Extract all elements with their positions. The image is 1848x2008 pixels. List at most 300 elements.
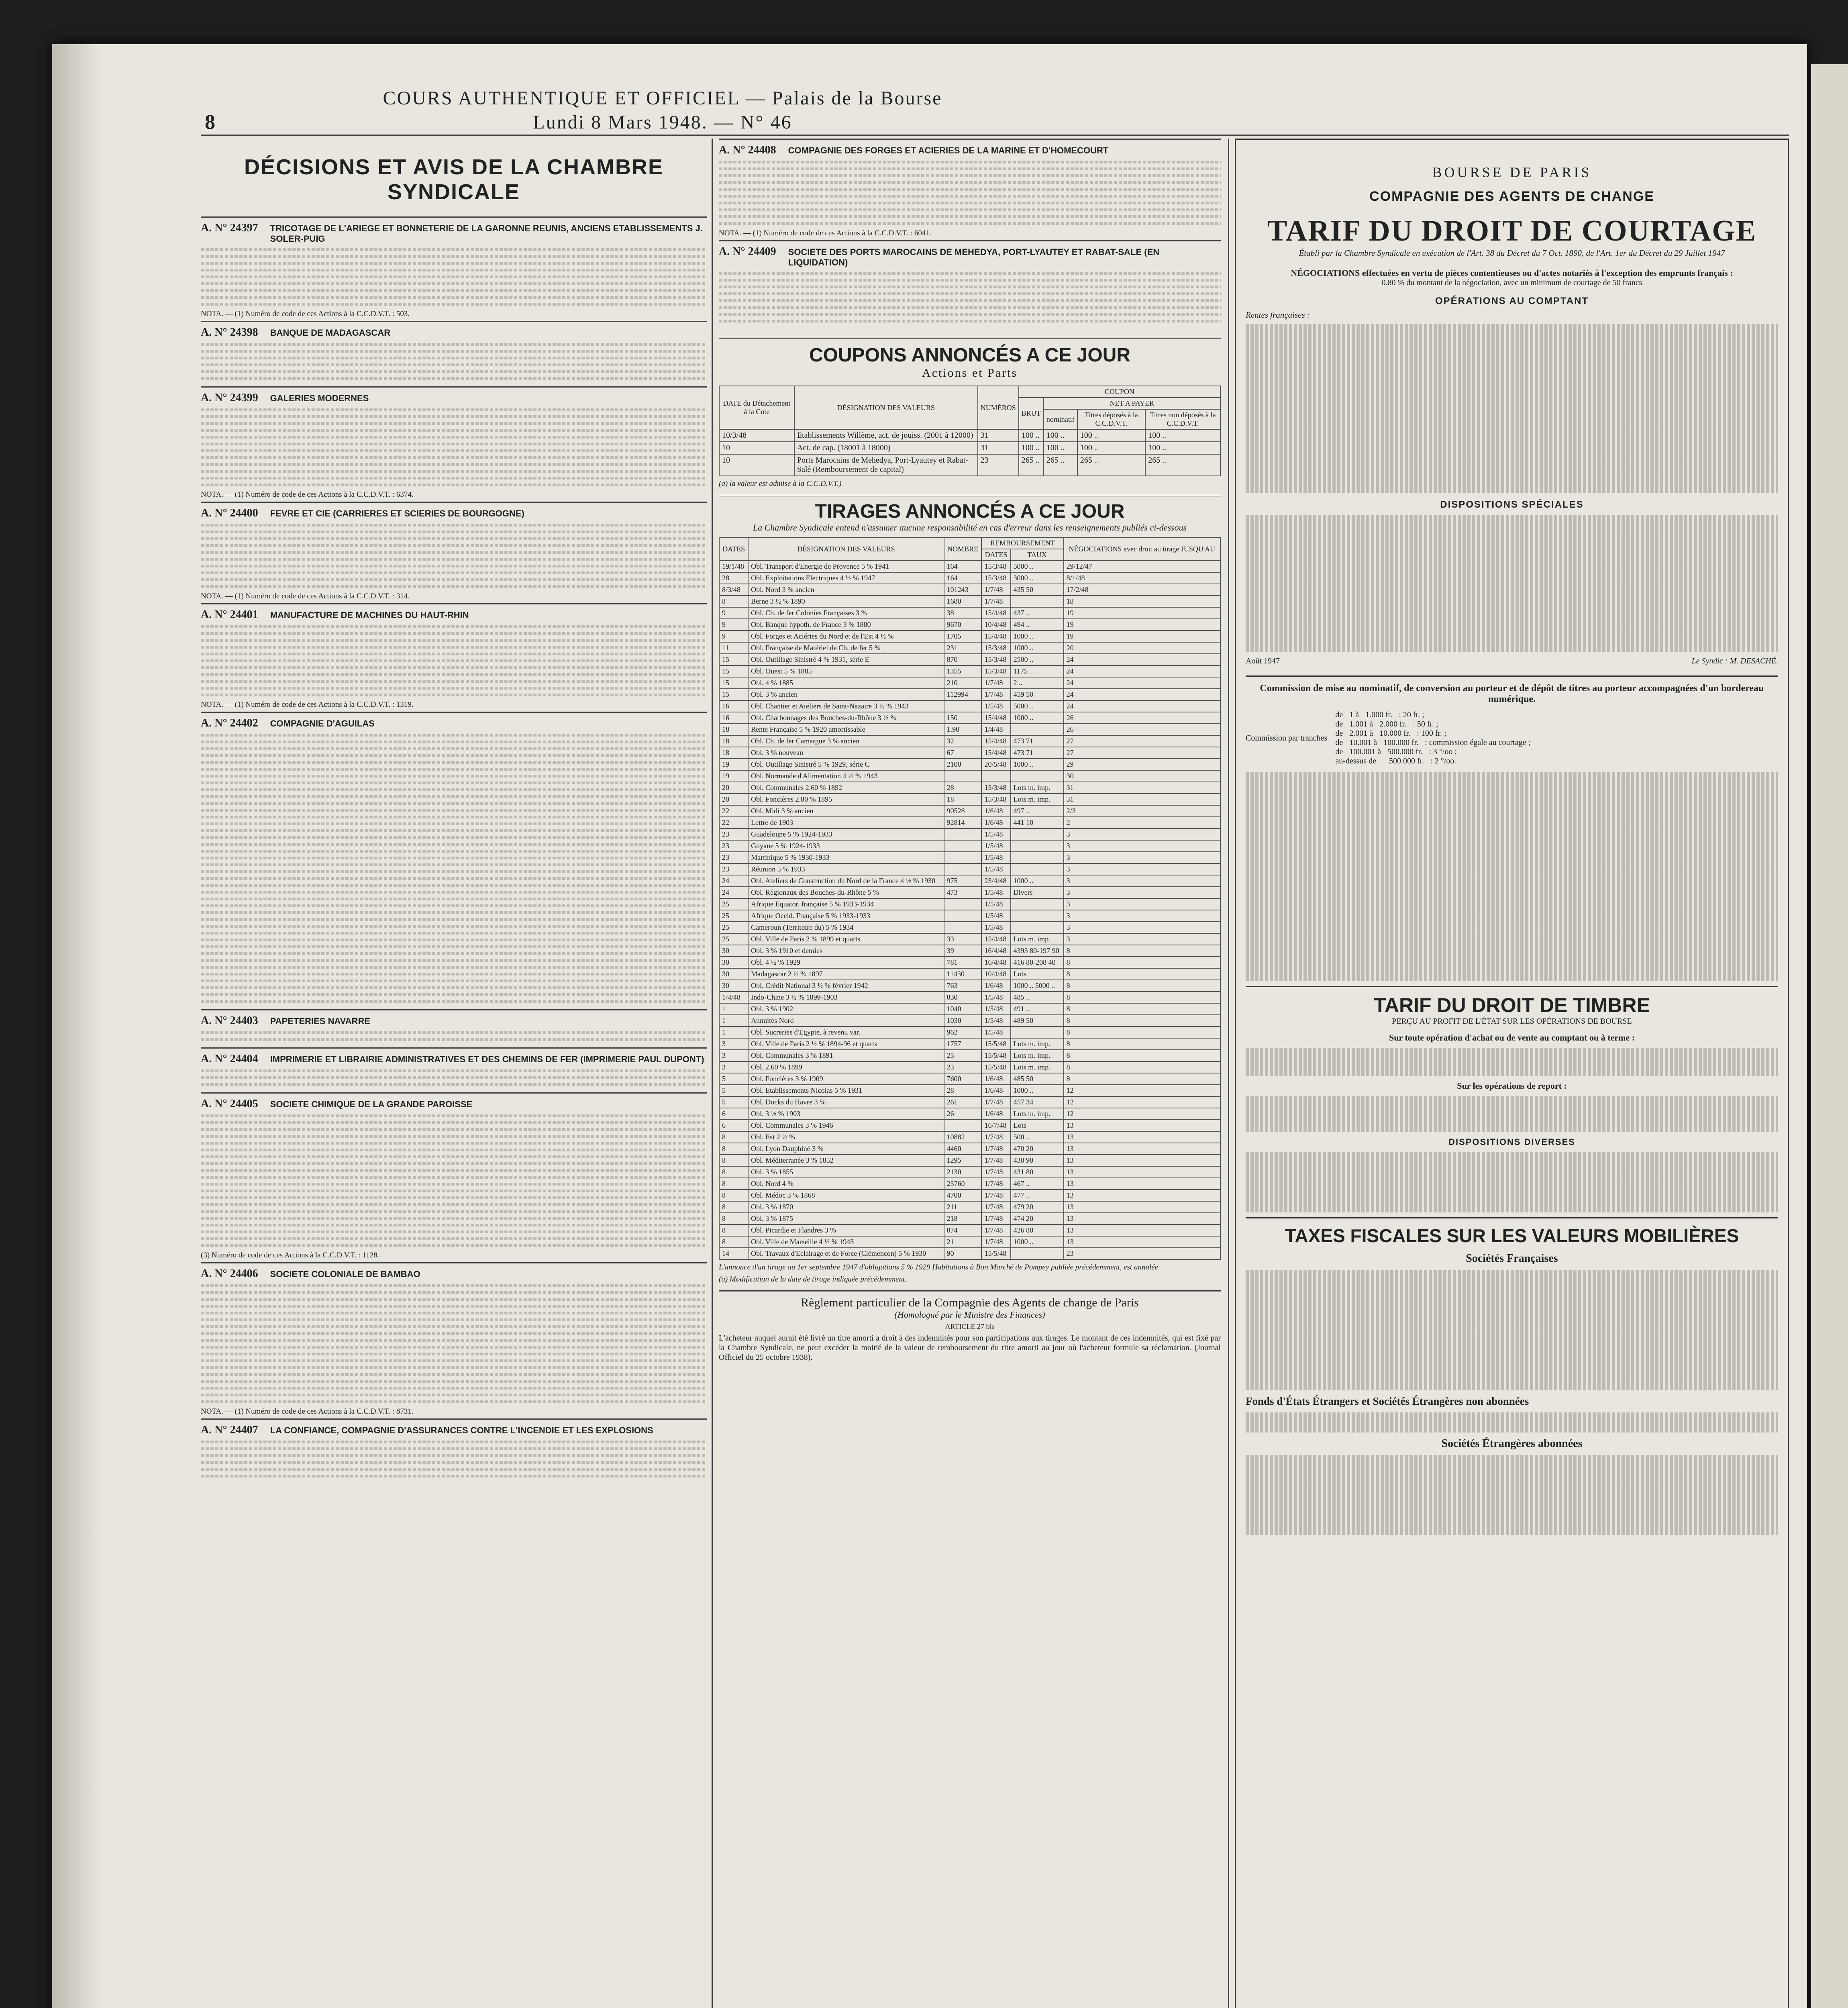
text-line (201, 1149, 707, 1151)
bourse-title: BOURSE DE PARIS (1432, 164, 1592, 180)
table-cell: 31 (1064, 794, 1220, 805)
table-cell: 13 (1064, 1120, 1220, 1131)
text-line (201, 262, 707, 265)
notice-note: NOTA. — (1) Numéro de code de ces Actions à la C.C.D.V.T. : 8731. (201, 1407, 414, 1416)
table-cell: 430 90 (1011, 1155, 1064, 1166)
table-row (719, 829, 1220, 840)
table-row (719, 933, 1220, 945)
text-line (201, 1135, 707, 1138)
table-cell: 1/7/48 (981, 584, 1010, 596)
table-cell: Obl. 4 ½ % 1929 (748, 957, 944, 968)
notice-number: A. N° 24402 (201, 717, 258, 729)
table-cell (944, 700, 982, 712)
notice (201, 386, 707, 502)
table-cell: 13 (1064, 1166, 1220, 1178)
table-cell: 25 (719, 910, 748, 922)
courtage-text-block (1246, 324, 1778, 493)
table-cell: 1/7/48 (981, 1166, 1010, 1178)
notice-header (201, 1098, 707, 1110)
table-cell: 30 (719, 968, 748, 980)
table-cell: 1295 (944, 1155, 982, 1166)
table-cell: 4393 80-197 90 (1011, 945, 1064, 957)
col-header: NET A PAYER (1044, 398, 1220, 409)
table-cell: 1/5/48 (981, 898, 1010, 910)
table-cell: 11 (719, 642, 748, 654)
table-cell: 416 80-208 40 (1011, 957, 1064, 968)
text-line (201, 898, 707, 900)
text-line (201, 1346, 707, 1349)
table-cell (1011, 596, 1064, 607)
commission-row (1335, 729, 1530, 738)
text-line (201, 1083, 707, 1086)
table-cell: 1030 (944, 1015, 982, 1026)
table-cell: Obl. 3 % 1855 (748, 1166, 944, 1178)
fonds-etat-text (1246, 1412, 1778, 1433)
table-cell: 1/5/48 (981, 840, 1010, 852)
notice-title: FEVRE ET CIE (CARRIERES ET SCIERIES DE BOURGOGNE) (270, 508, 524, 518)
table-cell: 38 (944, 607, 982, 619)
col-header: TAUX (1011, 549, 1064, 561)
table-cell: 100 .. (1145, 429, 1220, 442)
table-cell: 28 (719, 572, 748, 584)
table-cell (1011, 1026, 1064, 1038)
table-cell: 210 (944, 677, 982, 689)
text-line (201, 809, 707, 812)
notice-number: A. N° 24406 (201, 1267, 258, 1280)
table-cell: 459 50 (1011, 689, 1064, 700)
table-cell: 15/5/48 (981, 1050, 1010, 1061)
text-line (201, 370, 707, 373)
text-line (201, 296, 707, 299)
table-cell: 12 (1064, 1108, 1220, 1120)
text-line (201, 255, 707, 258)
text-line (201, 659, 707, 662)
table-cell: Obl. Ouest 5 % 1885 (748, 665, 944, 677)
notice (201, 1047, 707, 1092)
table-cell: 975 (944, 875, 982, 887)
table-cell: 1/7/48 (981, 1143, 1010, 1155)
table-cell: 489 50 (1011, 1015, 1064, 1026)
table-cell: Guadeloupe 5 % 1924-1933 (748, 829, 944, 840)
text-line (201, 585, 707, 588)
table-cell: 3 (1064, 922, 1220, 933)
table-cell: 500 .. (1011, 1131, 1064, 1143)
page-number: 8 (205, 111, 215, 134)
table-cell: 15/5/48 (981, 1248, 1010, 1259)
table-cell (944, 922, 982, 933)
notice-title: GALERIES MODERNES (270, 393, 369, 403)
notice-header (201, 1267, 707, 1280)
table-cell: 1/5/48 (981, 1015, 1010, 1026)
table-row (719, 887, 1220, 898)
table-cell: 781 (944, 957, 982, 968)
text-line (201, 1196, 707, 1199)
table-cell: Lots m. imp. (1011, 1050, 1064, 1061)
table-cell: 9 (719, 619, 748, 631)
column-rule (1228, 139, 1229, 2008)
table-cell: 9 (719, 607, 748, 619)
text-line (201, 741, 707, 743)
table-cell: Obl. Midi 3 % ancien (748, 805, 944, 817)
text-line (201, 747, 707, 750)
table-cell: 23/4/48 (981, 875, 1010, 887)
text-line (201, 775, 707, 777)
text-line (201, 1210, 707, 1213)
table-row (719, 572, 1220, 584)
table-row (719, 677, 1220, 689)
col-header: NOMBRE (944, 537, 982, 561)
table-cell: 3 (719, 1050, 748, 1061)
commission-row (1335, 738, 1530, 747)
text-line (201, 449, 707, 452)
table-cell: 1/6/48 (981, 1108, 1010, 1120)
table-cell (944, 840, 982, 852)
table-cell: 870 (944, 654, 982, 665)
table-cell: 100 .. (1077, 429, 1145, 442)
table-row (719, 759, 1220, 770)
table-row (719, 607, 1220, 619)
table-cell: 15/3/48 (981, 665, 1010, 677)
negociations-text: 0.80 % du montant de la négociation, avec un minimum de courtage de 50 francs (1381, 278, 1642, 287)
text-line (201, 363, 707, 366)
table-cell: Lots (1011, 968, 1064, 980)
table-cell: 1680 (944, 596, 982, 607)
table-cell: 1/7/48 (981, 1178, 1010, 1190)
text-line (201, 1291, 707, 1294)
text-line (201, 734, 707, 737)
notice-title: BANQUE DE MADAGASCAR (270, 328, 391, 338)
table-cell: 19 (1064, 619, 1220, 631)
table-cell: 18 (719, 735, 748, 747)
table-cell: 112994 (944, 689, 982, 700)
notice-header (719, 144, 1221, 157)
text-line (201, 646, 707, 649)
notice-number: A. N° 24408 (719, 144, 776, 156)
table-row (719, 922, 1220, 933)
table-row (719, 724, 1220, 735)
table-cell: 1.90 (944, 724, 982, 735)
fonds-etat-heading: Fonds d'États Étrangers et Sociétés Étrangères non abonnées (1246, 1395, 1529, 1407)
table-cell: 15/4/48 (981, 933, 1010, 945)
table-cell: 14 (719, 1248, 748, 1259)
table-row (719, 1061, 1220, 1073)
table-row (719, 1248, 1220, 1259)
commission-cell: 2.001 à (1349, 729, 1373, 738)
table-cell: 470 20 (1011, 1143, 1064, 1155)
table-cell: 431 80 (1011, 1166, 1064, 1178)
reglement-section (719, 1290, 1221, 1362)
text-line (201, 443, 707, 445)
table-cell: Obl. Outillage Sinistré 4 % 1931, série E (748, 654, 944, 665)
coupons-subtitle: Actions et Parts (922, 366, 1018, 380)
table-cell: 90528 (944, 805, 982, 817)
table-cell: 16 (719, 700, 748, 712)
table-cell: 8/1/48 (1064, 572, 1220, 584)
text-line (201, 829, 707, 832)
tarif-courtage-subtitle: Établi par la Chambre Syndicale en exécution de l'Art. 38 du Décret du 7 Oct. 1890, de l'Art. 1er du Décret du 29 Juillet 1947 (1299, 248, 1725, 258)
table-cell: 13 (1064, 1236, 1220, 1248)
text-line (201, 524, 707, 526)
text-line (201, 680, 707, 683)
col-header: DÉSIGNATION DES VALEURS (748, 537, 944, 561)
table-cell: 3 (1064, 863, 1220, 875)
tarif-courtage-title: TARIF DU DROIT DE COURTAGE (1267, 214, 1757, 247)
table-cell: Guyane 5 % 1924-1933 (748, 840, 944, 852)
taxes-title: TAXES FISCALES SUR LES VALEURS MOBILIÈRES (1285, 1225, 1739, 1246)
table-cell: 13 (1064, 1155, 1220, 1166)
timbre-report-text (1246, 1096, 1778, 1132)
table-cell: 8 (719, 1236, 748, 1248)
table-cell: 1/7/48 (981, 677, 1010, 689)
text-line (201, 1237, 707, 1240)
table-cell: 164 (944, 572, 982, 584)
text-line (201, 891, 707, 894)
table-cell: 101243 (944, 584, 982, 596)
table-cell: 479 20 (1011, 1201, 1064, 1213)
text-line (201, 1447, 707, 1450)
taxes-section (1246, 1217, 1778, 1535)
table-row (719, 584, 1220, 596)
table-cell: 1 (719, 1026, 748, 1038)
text-line (201, 816, 707, 818)
text-line (719, 202, 1221, 204)
table-row (719, 805, 1220, 817)
table-cell (1011, 770, 1064, 782)
reglement-text: L'acheteur auquel aurait été livré un titre amorti a droit à des indemnités pour son participations aux tirages. Le montant de ces indemnités, qui est fixé par la Chambre Syndicale, ne peut excéder la moitié de la valeur de remboursement du titre amorti au jour où l'acheteur formule sa réclamation. (Journal Officiel du 25 octobre 1938). (719, 1334, 1221, 1362)
text-line (201, 484, 707, 486)
text-line (719, 286, 1221, 288)
table-cell: 23 (719, 840, 748, 852)
table-cell: 23 (978, 454, 1019, 476)
text-line (201, 1359, 707, 1362)
reglement-subtitle: (Homologué par le Ministre des Finances) (894, 1310, 1045, 1320)
table-cell: 15 (719, 665, 748, 677)
table-cell: 8 (719, 1155, 748, 1166)
table-cell: Obl. Transport d'Energie de Provence 5 % 1941 (748, 561, 944, 572)
text-line (201, 843, 707, 846)
text-line (201, 939, 707, 941)
table-cell: Obl. Ateliers de Construction du Nord de la France 4 ½ % 1930 (748, 875, 944, 887)
text-line (719, 320, 1221, 322)
notice-note: NOTA. — (1) Numéro de code de ces Actions à la C.C.D.V.T. : 1319. (201, 700, 414, 709)
commission-cell: de (1335, 747, 1343, 756)
text-line (719, 161, 1221, 163)
notice (201, 216, 707, 321)
table-cell: 8 (1064, 1050, 1220, 1061)
text-line (201, 836, 707, 839)
table-cell: 24 (1064, 689, 1220, 700)
table-cell: 1757 (944, 1038, 982, 1050)
table-cell (1011, 922, 1064, 933)
table-cell: Martinique 5 % 1930-1933 (748, 852, 944, 863)
commission-cell: 10.001 à (1349, 738, 1377, 747)
text-line (201, 653, 707, 655)
table-cell: 1000 .. (1011, 631, 1064, 642)
table-cell: Obl. Nord 3 % ancien (748, 584, 944, 596)
table-cell: 10882 (944, 1131, 982, 1143)
table-cell: 8 (719, 1166, 748, 1178)
text-line (201, 1332, 707, 1335)
text-line (201, 925, 707, 928)
table-cell: 39 (944, 945, 982, 957)
table-cell: 3 (1064, 933, 1220, 945)
table-cell: 3 (1064, 887, 1220, 898)
table-cell: Obl. Normande d'Alimentation 4 ½ % 1943 (748, 770, 944, 782)
table-cell: 3 (719, 1038, 748, 1050)
table-cell: 1000 .. (1011, 642, 1064, 654)
text-line (201, 463, 707, 466)
text-line (201, 1190, 707, 1192)
table-cell: 20/5/48 (981, 759, 1010, 770)
text-line (719, 181, 1221, 184)
table-cell: 1/5/48 (981, 1026, 1010, 1038)
notice-number: A. N° 24407 (201, 1424, 258, 1436)
coupons-section (719, 337, 1221, 488)
table-cell: 23 (944, 1061, 982, 1073)
text-line (201, 959, 707, 962)
signature-line (1246, 657, 1778, 666)
table-row (719, 782, 1220, 794)
table-cell: 3 (1064, 875, 1220, 887)
table-row (719, 1131, 1220, 1143)
table-cell: Réunion 5 % 1933 (748, 863, 944, 875)
timbre-title: TARIF DU DROIT DE TIMBRE (1374, 994, 1650, 1016)
text-line (201, 850, 707, 853)
masthead (209, 86, 1116, 135)
col-header: NÉGOCIATIONS avec droit au tirage JUSQU'AU (1064, 537, 1220, 561)
table-row (719, 689, 1220, 700)
table-cell (944, 829, 982, 840)
table-cell: 265 .. (1145, 454, 1220, 476)
text-line (201, 408, 707, 411)
table-row (719, 1155, 1220, 1166)
commission-cell: au-dessus de (1335, 757, 1376, 765)
tirages-section (719, 495, 1221, 1284)
text-line (201, 1298, 707, 1301)
table-cell: 25 (944, 1050, 982, 1061)
table-row (719, 712, 1220, 724)
table-cell: 8 (1064, 945, 1220, 957)
table-cell: Obl. Ville de Paris 2 % 1899 et quarts (748, 933, 944, 945)
table-cell: 3 (1064, 898, 1220, 910)
table-cell: 218 (944, 1213, 982, 1224)
text-line (201, 1217, 707, 1220)
table-cell: 24 (1064, 654, 1220, 665)
table-cell: 19 (1064, 607, 1220, 619)
col-header: nominatif (1044, 409, 1077, 429)
text-line (201, 1284, 707, 1287)
table-cell: 25 (719, 922, 748, 933)
table-cell (1011, 852, 1064, 863)
table-cell: 24 (1064, 677, 1220, 689)
table-cell: 1355 (944, 665, 982, 677)
notice-number: A. N° 24409 (719, 245, 776, 258)
col-header: Titres déposés à la C.C.D.V.T. (1077, 409, 1145, 429)
table-cell (1011, 863, 1064, 875)
text-line (201, 1305, 707, 1308)
dispositions-text-block (1246, 515, 1778, 652)
notice-title: SOCIETE COLONIALE DE BAMBAO (270, 1269, 420, 1279)
text-line (201, 1038, 707, 1041)
table-cell: 2 .. (1011, 677, 1064, 689)
table-cell: 15/3/48 (981, 642, 1010, 654)
text-line (201, 802, 707, 805)
table-cell: 25 (719, 933, 748, 945)
text-line (201, 275, 707, 278)
table-cell: 1000 .. (1011, 759, 1064, 770)
table-cell: 1/5/48 (981, 863, 1010, 875)
text-line (201, 1155, 707, 1158)
table-cell: 1000 .. (1011, 1085, 1064, 1096)
text-line (201, 694, 707, 696)
table-cell: Obl. Ch. de fer Camargue 3 % ancien (748, 735, 944, 747)
commission-cell: : 20 fr. ; (1399, 710, 1424, 719)
table-cell: 12 (1064, 1096, 1220, 1108)
text-line (201, 436, 707, 439)
table-cell: 29 (1064, 759, 1220, 770)
table-row (719, 665, 1220, 677)
table-cell: 23 (719, 829, 748, 840)
table-row (719, 910, 1220, 922)
commission-cell: 100.001 à (1349, 747, 1381, 756)
table-cell: 441 10 (1011, 817, 1064, 829)
timbre-achat-heading: Sur toute opération d'achat ou de vente au comptant ou à terme : (1389, 1033, 1635, 1043)
text-line (201, 870, 707, 873)
table-cell: 874 (944, 1224, 982, 1236)
table-cell: 15 (719, 654, 748, 665)
table-cell (944, 863, 982, 875)
table-cell: 1/6/48 (981, 1085, 1010, 1096)
table-row (719, 1178, 1220, 1190)
commission-row (1335, 757, 1530, 766)
commission-cell: 2.000 fr. (1379, 720, 1407, 729)
coupons-note: (a) la valeur est admise à la C.C.D.V.T.) (719, 480, 842, 488)
table-cell: 19 (719, 759, 748, 770)
notices-list (719, 139, 1221, 329)
table-row (719, 992, 1220, 1003)
notice-header (201, 717, 707, 730)
table-cell: 4700 (944, 1190, 982, 1201)
table-cell: 1/5/48 (981, 922, 1010, 933)
table-cell: 1/7/48 (981, 1213, 1010, 1224)
table-cell: 33 (944, 933, 982, 945)
table-cell: Lots m. imp. (1011, 933, 1064, 945)
table-cell: 231 (944, 642, 982, 654)
notice (201, 712, 707, 1009)
notice-title: SOCIETE DES PORTS MAROCAINS DE MEHEDYA, PORT-LYAUTEY ET RABAT-SALE (EN LIQUIDATION) (788, 247, 1160, 267)
societes-etrangeres-heading: Sociétés Étrangères abonnées (1441, 1437, 1583, 1450)
table-cell: 1000 .. (1011, 712, 1064, 724)
text-line (201, 1394, 707, 1396)
table-cell: 100 .. (1044, 429, 1077, 442)
table-cell: 265 .. (1044, 454, 1077, 476)
table-cell: Obl. 3 % nouveau (748, 747, 944, 759)
table-cell: 23 (719, 863, 748, 875)
table-cell: 13 (1064, 1213, 1220, 1224)
table-cell: Obl. Foncières 3 % 1909 (748, 1073, 944, 1085)
table-cell: 23 (719, 852, 748, 863)
table-cell: 5000 .. (1011, 561, 1064, 572)
table-cell: 15/4/48 (981, 631, 1010, 642)
table-cell: 20 (719, 794, 748, 805)
text-line (201, 1121, 707, 1124)
table-cell: Obl. 2.60 % 1899 (748, 1061, 944, 1073)
timbre-report-heading: Sur les opérations de report : (1457, 1081, 1567, 1091)
table-cell: Afrique Occid. Française 5 % 1933-1933 (748, 910, 944, 922)
table-row (719, 863, 1220, 875)
table-cell: 13 (1064, 1131, 1220, 1143)
text-line (201, 625, 707, 628)
